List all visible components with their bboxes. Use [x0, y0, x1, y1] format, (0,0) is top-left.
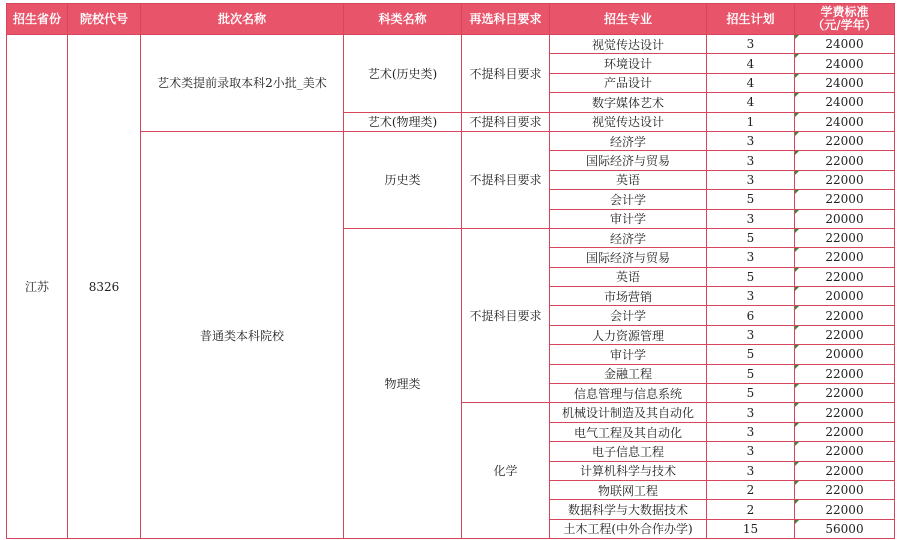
table-row [7, 131, 895, 150]
major-cell: 数字媒体艺术 [550, 93, 707, 112]
plan-cell: 3 [707, 442, 795, 461]
requirement-cell: 不提科目要求 [462, 228, 550, 403]
header-row [7, 4, 895, 35]
plan-cell: 3 [707, 35, 795, 54]
header-fee [795, 4, 895, 35]
fee-cell: 22000 [795, 248, 895, 267]
major-cell: 英语 [550, 267, 707, 286]
major-cell: 机械设计制造及其自动化 [550, 403, 707, 422]
fee-cell: 22000 [795, 131, 895, 150]
plan-cell: 15 [707, 519, 795, 538]
fee-cell: 24000 [795, 112, 895, 131]
batch-cell: 普通类本科院校 [141, 131, 344, 538]
major-cell: 数据科学与大数据技术 [550, 500, 707, 519]
fee-cell: 24000 [795, 54, 895, 73]
plan-cell: 3 [707, 170, 795, 189]
header-requirement: 再选科目要求 [462, 4, 550, 35]
major-cell: 环境设计 [550, 54, 707, 73]
major-cell: 经济学 [550, 228, 707, 247]
fee-cell: 22000 [795, 480, 895, 499]
plan-cell: 4 [707, 93, 795, 112]
plan-cell: 3 [707, 403, 795, 422]
header-category: 科类名称 [344, 4, 462, 35]
fee-cell: 22000 [795, 170, 895, 189]
fee-cell: 22000 [795, 190, 895, 209]
fee-cell: 20000 [795, 287, 895, 306]
plan-cell: 5 [707, 190, 795, 209]
major-cell: 视觉传达设计 [550, 35, 707, 54]
requirement-cell: 不提科目要求 [462, 131, 550, 228]
plan-cell: 4 [707, 54, 795, 73]
fee-cell: 24000 [795, 73, 895, 92]
header-major: 招生专业 [550, 4, 707, 35]
header-fee-line1: 学费标准 [820, 5, 869, 19]
major-cell: 会计学 [550, 190, 707, 209]
fee-cell: 22000 [795, 403, 895, 422]
plan-cell: 3 [707, 461, 795, 480]
plan-cell: 6 [707, 306, 795, 325]
header-province: 招生省份 [7, 4, 68, 35]
major-cell: 英语 [550, 170, 707, 189]
major-cell: 审计学 [550, 345, 707, 364]
fee-cell: 22000 [795, 500, 895, 519]
major-cell: 土木工程(中外合作办学) [550, 519, 707, 538]
fee-cell: 20000 [795, 345, 895, 364]
major-cell: 经济学 [550, 131, 707, 150]
plan-cell: 5 [707, 228, 795, 247]
major-cell: 市场营销 [550, 287, 707, 306]
fee-cell: 22000 [795, 384, 895, 403]
major-cell: 国际经济与贸易 [550, 248, 707, 267]
plan-cell: 5 [707, 364, 795, 383]
plan-cell: 1 [707, 112, 795, 131]
plan-cell: 3 [707, 151, 795, 170]
fee-cell: 56000 [795, 519, 895, 538]
plan-cell: 3 [707, 287, 795, 306]
major-cell: 计算机科学与技术 [550, 461, 707, 480]
major-cell: 金融工程 [550, 364, 707, 383]
major-cell: 人力资源管理 [550, 325, 707, 344]
fee-cell: 22000 [795, 422, 895, 441]
province-cell: 江苏 [7, 35, 68, 539]
category-cell: 物理类 [344, 228, 462, 538]
plan-cell: 5 [707, 267, 795, 286]
major-cell: 电子信息工程 [550, 442, 707, 461]
requirement-cell: 化学 [462, 403, 550, 539]
plan-cell: 3 [707, 422, 795, 441]
major-cell: 会计学 [550, 306, 707, 325]
school-code-cell: 8326 [68, 35, 141, 539]
batch-cell: 艺术类提前录取本科2小批_美术 [141, 35, 344, 132]
major-cell: 产品设计 [550, 73, 707, 92]
fee-cell: 22000 [795, 364, 895, 383]
fee-cell: 22000 [795, 267, 895, 286]
category-cell: 历史类 [344, 131, 462, 228]
fee-cell: 22000 [795, 306, 895, 325]
fee-cell: 22000 [795, 151, 895, 170]
fee-cell: 24000 [795, 35, 895, 54]
plan-cell: 3 [707, 248, 795, 267]
table-body [7, 35, 895, 539]
fee-cell: 22000 [795, 461, 895, 480]
major-cell: 审计学 [550, 209, 707, 228]
major-cell: 国际经济与贸易 [550, 151, 707, 170]
header-batch: 批次名称 [141, 4, 344, 35]
plan-cell: 3 [707, 209, 795, 228]
header-fee-line2: （元/学年） [812, 18, 877, 32]
fee-cell: 24000 [795, 93, 895, 112]
category-cell: 艺术(历史类) [344, 35, 462, 113]
table-row [7, 35, 895, 54]
fee-cell: 22000 [795, 442, 895, 461]
category-cell: 艺术(物理类) [344, 112, 462, 131]
requirement-cell: 不提科目要求 [462, 35, 550, 113]
major-cell: 电气工程及其自动化 [550, 422, 707, 441]
plan-cell: 2 [707, 480, 795, 499]
plan-cell: 4 [707, 73, 795, 92]
plan-cell: 5 [707, 384, 795, 403]
major-cell: 物联网工程 [550, 480, 707, 499]
header-plan: 招生计划 [707, 4, 795, 35]
plan-cell: 2 [707, 500, 795, 519]
fee-cell: 22000 [795, 325, 895, 344]
fee-cell: 20000 [795, 209, 895, 228]
requirement-cell: 不提科目要求 [462, 112, 550, 131]
fee-cell: 22000 [795, 228, 895, 247]
plan-cell: 3 [707, 325, 795, 344]
plan-cell: 5 [707, 345, 795, 364]
major-cell: 视觉传达设计 [550, 112, 707, 131]
header-school-code: 院校代号 [68, 4, 141, 35]
plan-cell: 3 [707, 131, 795, 150]
major-cell: 信息管理与信息系统 [550, 384, 707, 403]
admissions-table [6, 3, 895, 539]
